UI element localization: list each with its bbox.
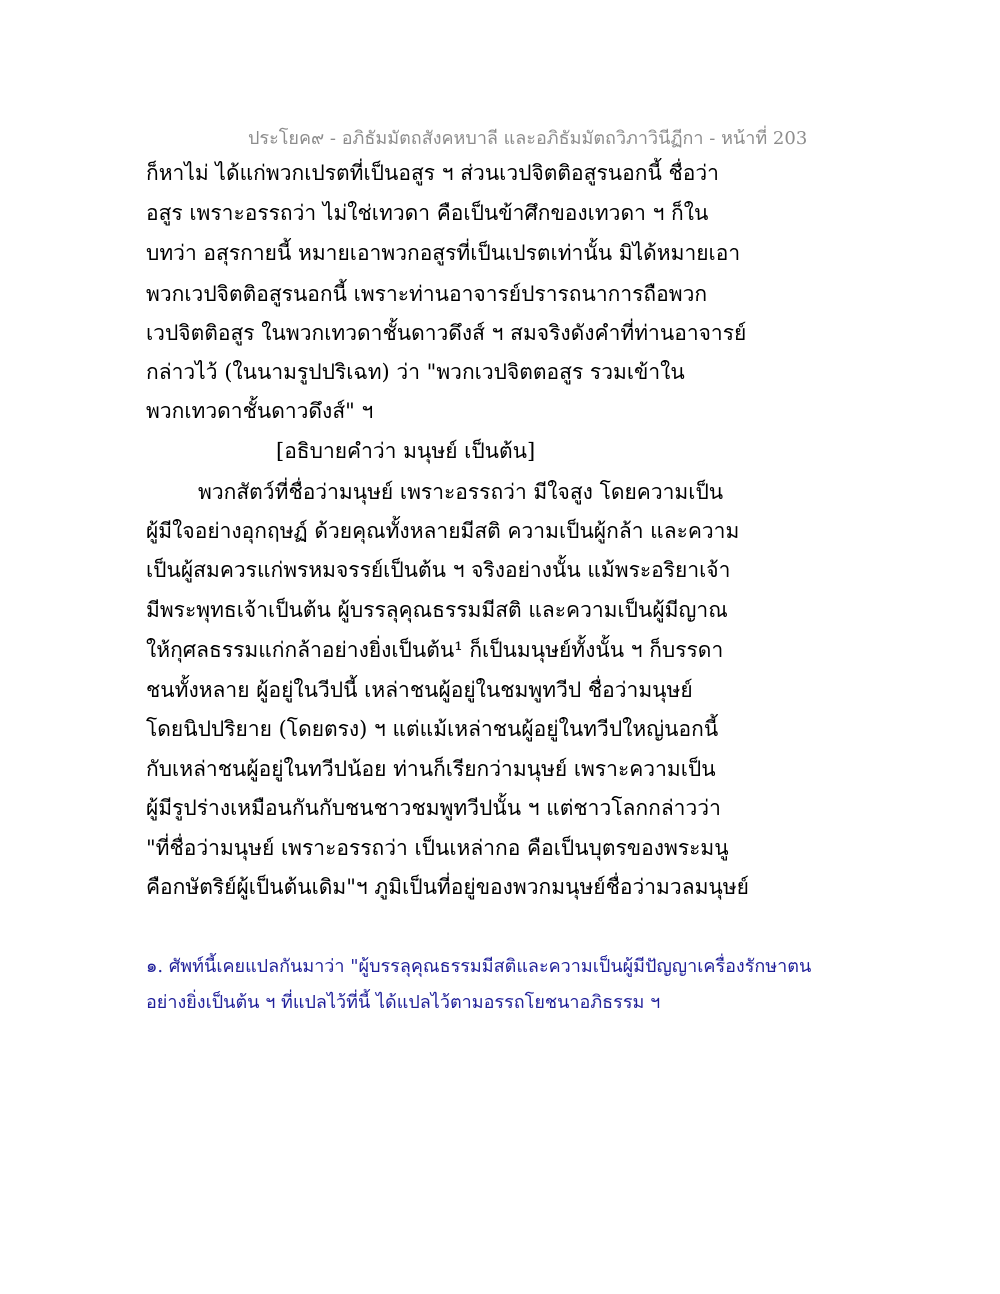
text-line: ก็หาไม่ ได้แก่พวกเปรตที่เป็นอสูร ฯ ส่วนเวปจิตติอสูรนอกนี้ ชื่อว่า bbox=[146, 161, 719, 185]
text-line: โดยนิปปริยาย (โดยตรง) ฯ แต่แม้เหล่าชนผู้อยู่ในทวีปใหญ่นอกนี้ bbox=[146, 717, 719, 741]
text-line: "ที่ชื่อว่ามนุษย์ เพราะอรรถว่า เป็นเหล่ากอ คือเป็นบุตรของพระมนู bbox=[146, 836, 729, 860]
text-line: เวปจิตติอสูร ในพวกเทวดาชั้นดาวดึงส์ ฯ สมจริงดังคำที่ท่านอาจารย์ bbox=[146, 321, 747, 345]
text-line: อสูร เพราะอรรถว่า ไม่ใช่เทวดา คือเป็นข้าศึกของเทวดา ฯ ก็ใน bbox=[146, 201, 709, 225]
text-line: พวกสัตว์ที่ชื่อว่ามนุษย์ เพราะอรรถว่า มีใจสูง โดยความเป็น bbox=[198, 480, 724, 504]
text-line: ผู้มีใจอย่างอุกฤษฏ์ ด้วยคุณทั้งหลายมีสติ ความเป็นผู้กล้า และความ bbox=[146, 519, 740, 543]
text-line: กล่าวไว้ (ในนามรูปปริเฉท) ว่า "พวกเวปจิตตอสูร รวมเข้าใน bbox=[146, 360, 685, 384]
text-line: บทว่า อสุรกายนี้ หมายเอาพวกอสูรที่เป็นเปรตเท่านั้น มิได้หมายเอา bbox=[146, 241, 741, 265]
text-line: ให้กุศลธรรมแก่กล้าอย่างยิ่งเป็นต้น¹ ก็เป็นมนุษย์ทั้งนั้น ฯ ก็บรรดา bbox=[146, 638, 724, 662]
text-line: ชนทั้งหลาย ผู้อยู่ในวีปนี้ เหล่าชนผู้อยู่ในชมพูทวีป ชื่อว่ามนุษย์ bbox=[146, 678, 693, 702]
text-line: เป็นผู้สมควรแก่พรหมจรรย์เป็นต้น ฯ จริงอย่างนั้น แม้พระอริยาเจ้า bbox=[146, 558, 731, 582]
text-line: กับเหล่าชนผู้อยู่ในทวีปน้อย ท่านก็เรียกว่ามนุษย์ เพราะความเป็น bbox=[146, 757, 716, 781]
text-line: พวกเทวดาชั้นดาวดึงส์" ฯ bbox=[146, 399, 374, 423]
text-line: ผู้มีรูปร่างเหมือนกันกับชนชาวชมพูทวีปนั้น ฯ แต่ชาวโลกกล่าวว่า bbox=[146, 796, 721, 820]
footnote-line: ๑. ศัพท์นี้เคยแปลกันมาว่า "ผู้บรรลุคุณธรรมมีสติและความเป็นผู้มีปัญญาเครื่องรักษาตน bbox=[146, 956, 812, 977]
section-heading: [อธิบายคำว่า มนุษย์ เป็นต้น] bbox=[276, 439, 536, 463]
footnote-line: อย่างยิ่งเป็นต้น ฯ ที่แปลไว้ที่นี้ ได้แปลไว้ตามอรรถโยชนาอภิธรรม ฯ bbox=[146, 992, 661, 1013]
text-line: พวกเวปจิตติอสูรนอกนี้ เพราะท่านอาจารย์ปรารถนาการถือพวก bbox=[146, 282, 708, 306]
text-line: มีพระพุทธเจ้าเป็นต้น ผู้บรรลุคุณธรรมมีสติ และความเป็นผู้มีญาณ bbox=[146, 598, 728, 622]
text-line: คือกษัตริย์ผู้เป็นต้นเดิม"ฯ ภูมิเป็นที่อยู่ของพวกมนุษย์ชื่อว่ามวลมนุษย์ bbox=[146, 875, 749, 899]
page-header: ประโยค๙ - อภิธัมมัตถสังคหบาลี และอภิธัมมัตถวิภาวินีฏีกา - หน้าที่ 203 bbox=[248, 128, 808, 149]
